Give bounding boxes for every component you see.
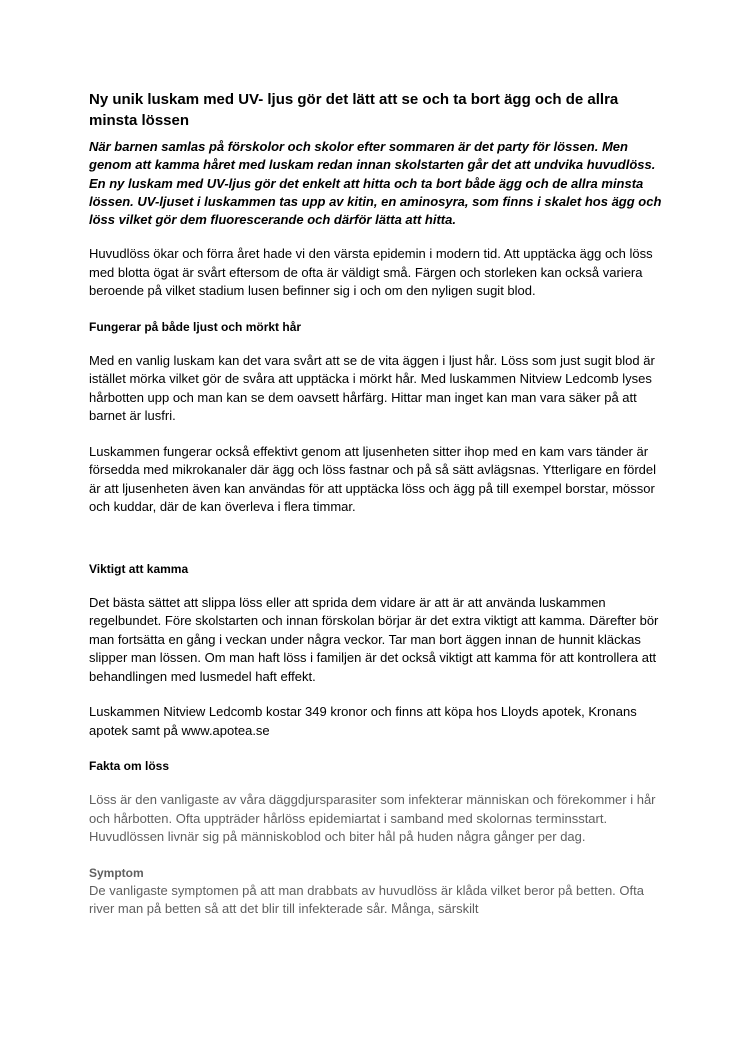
- spacer: [89, 534, 664, 560]
- section-heading-hair: Fungerar på både ljust och mörkt hår: [89, 319, 302, 334]
- facts-paragraph: Löss är den vanligaste av våra däggdjursparasiter som infekterar människan och förekommer i hår och hårbotten. Ofta uppträder hårlöss epidemiartat i samband med skolornas terminsstart. Huvudlössen livnär sig på människoblod och biter hål på huden några gånger per dag.: [89, 792, 656, 845]
- article-lead: När barnen samlas på förskolor och skolor efter sommaren är det party för lössen. Men genom att kamma håret med luskam redan innan skolstarten går det att undvika huvudlöss. En ny luskam med UV-ljus gör det enkelt att hitta och ta bort både ägg och de allra minsta lössen. UV-ljuset i luskammen tas upp av kitin, en aminosyra, som finns i skalet hos ägg och löss vilket gör dem fluorescerande och därför lätta att hitta.: [89, 139, 662, 228]
- article-title: Ny unik luskam med UV- ljus gör det lätt att se och ta bort ägg och de allra minsta lössen: [89, 91, 619, 129]
- hair-paragraph-1: Med en vanlig luskam kan det vara svårt att se de vita äggen i ljust hår. Löss som just sugit blod är istället mörka vilket gör de svåra att upptäcka i mörkt hår. Med luskammen Nitview Ledcomb lyses hårbotten upp och man kan se dem oavsett hårfärg. Hittar man inget kan man vara säker på att barnet är lusfri.: [89, 352, 655, 424]
- symptom-heading: Symptom: [89, 865, 144, 880]
- comb-paragraph-2: Luskammen Nitview Ledcomb kostar 349 kronor och finns att köpa hos Lloyds apotek, Kronans apotek samt på www.apotea.se: [89, 704, 637, 738]
- intro-paragraph: Huvudlöss ökar och förra året hade vi den värsta epidemin i modern tid. Att upptäcka ägg och löss med blotta ögat är svårt eftersom de ofta är väldigt små. Färgen och storleken kan också variera beroende på vilket stadium lusen befinner sig i och om den nyligen sugit blod.: [89, 246, 653, 299]
- comb-paragraph-1: Det bästa sättet att slippa löss eller att sprida dem vidare är att är att använda luskammen regelbundet. Före skolstarten och innan förskolan börjar är det extra viktigt att kamma. Därefter bör man fortsätta en gång i veckan under några veckor. Tar man bort äggen innan de hunnit kläckas slipper man lössen. Om man haft löss i familjen är det också viktigt att kamma för att kontrollera att behandlingen med lusmedel haft effekt.: [89, 594, 659, 684]
- hair-paragraph-2: Luskammen fungerar också effektivt genom att ljusenheten sitter ihop med en kam vars tänder är försedda med mikrokanaler där ägg och löss fastnar och på så sätt avlägsnas. Ytterligare en fördel är att ljusenheten även kan användas för att upptäcka löss och ägg på till exempel borstar, mössor och kuddar, där de kan överleva i flera timmar.: [89, 443, 657, 515]
- section-heading-facts: Fakta om löss: [89, 759, 170, 774]
- symptom-paragraph: De vanligaste symptomen på att man drabbats av huvudlöss är klåda vilket beror på betten. Ofta river man på betten så att det blir till infekterade sår. Många, särskilt: [89, 882, 644, 917]
- section-heading-comb: Viktigt att kamma: [89, 561, 189, 576]
- document-page: [89, 90, 664, 919]
